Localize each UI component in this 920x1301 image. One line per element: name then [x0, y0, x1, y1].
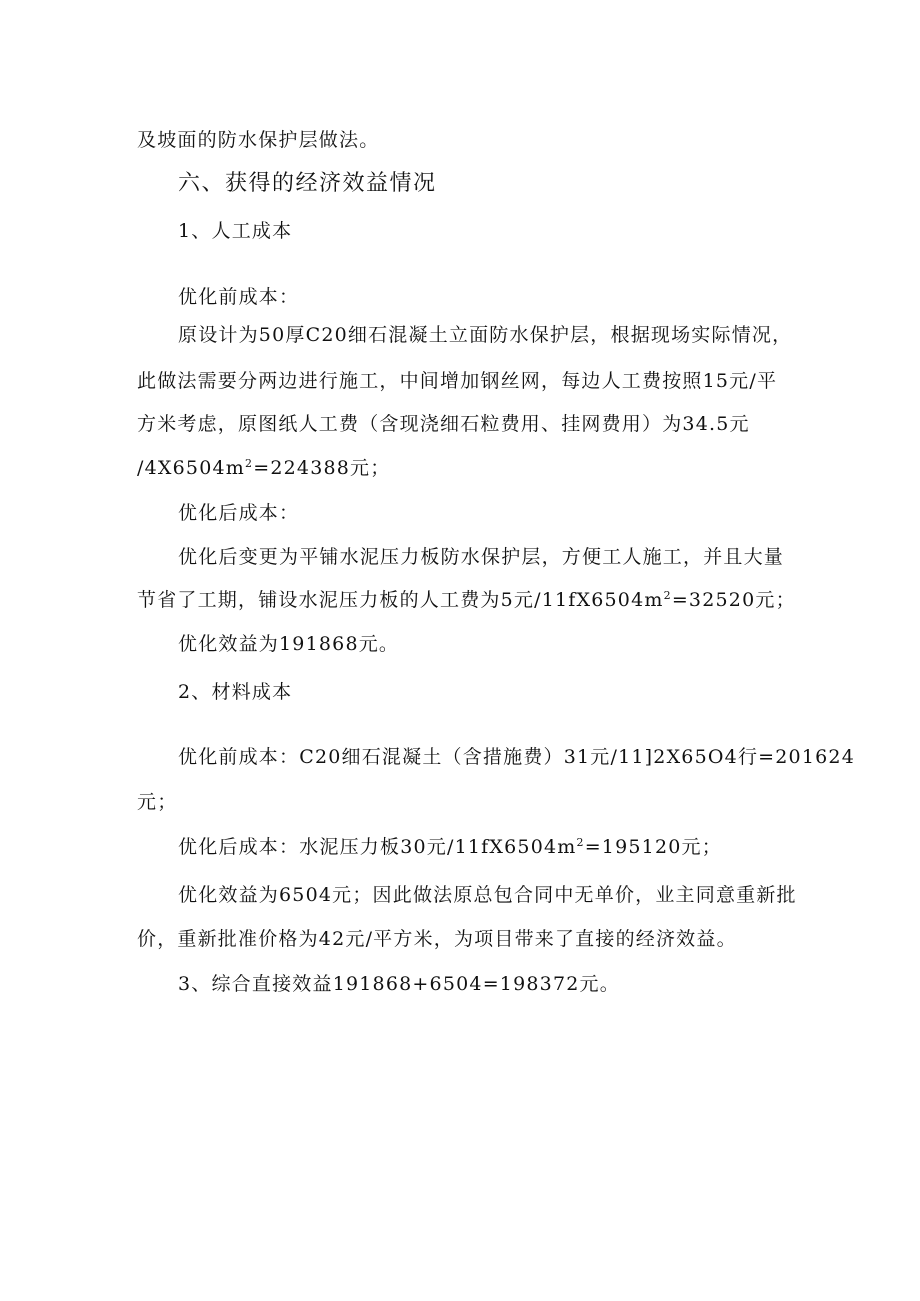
labor-cost-heading: 1、人工成本 [178, 220, 293, 242]
material-after-result: =195120元； [584, 836, 722, 858]
material-before-line: 元； [137, 791, 178, 813]
labor-before-paragraph-line: 原设计为50厚C20细石混凝土立面防水保护层，根据现场实际情况， [178, 324, 793, 346]
labor-before-paragraph-line: 方米考虑，原图纸人工费（含现浇细石粒费用、挂网费用）为34.5元 [137, 413, 750, 435]
labor-benefit: 优化效益为191868元。 [178, 633, 400, 655]
labor-after-paragraph-line: 优化后变更为平铺水泥压力板防水保护层，方便工人施工，并且大量 [178, 546, 785, 568]
superscript-exponent: 2 [576, 836, 585, 849]
material-after-formula: 优化后成本：水泥压力板30元/11fX6504m [178, 836, 577, 858]
section-heading: 六、获得的经济效益情况 [178, 171, 437, 196]
material-after-line [178, 835, 722, 859]
labor-before-label: 优化前成本： [178, 286, 300, 308]
intro-line: 及坡面的防水保护层做法。 [137, 129, 380, 151]
labor-after-formula: 节省了工期，铺设水泥压力板的人工费为5元/11fX6504m [137, 589, 664, 611]
labor-before-formula: /4X6504m [137, 457, 245, 479]
summary-line: 3、综合直接效益191868+6504=198372元。 [178, 973, 620, 995]
labor-before-result: =224388元； [253, 457, 391, 479]
material-before-line: 优化前成本：C20细石混凝土（含措施费）31元/11]2X65O4行=201624 [178, 746, 855, 768]
labor-after-result: =32520元； [671, 589, 796, 611]
labor-after-paragraph-line [137, 588, 796, 612]
labor-before-paragraph-line: 此做法需要分两边进行施工，中间增加钢丝网，每边人工费按照15元/平 [137, 370, 778, 392]
material-benefit-line: 优化效益为6504元；因此做法原总包合同中无单价，业主同意重新批 [178, 884, 797, 906]
superscript-exponent: 2 [245, 457, 254, 470]
labor-before-paragraph-line [137, 456, 390, 480]
labor-after-label: 优化后成本： [178, 502, 300, 524]
superscript-exponent: 2 [663, 589, 672, 602]
material-cost-heading: 2、材料成本 [178, 681, 293, 703]
material-benefit-line: 价，重新批准价格为42元/平方米，为项目带来了直接的经济效益。 [137, 928, 737, 950]
